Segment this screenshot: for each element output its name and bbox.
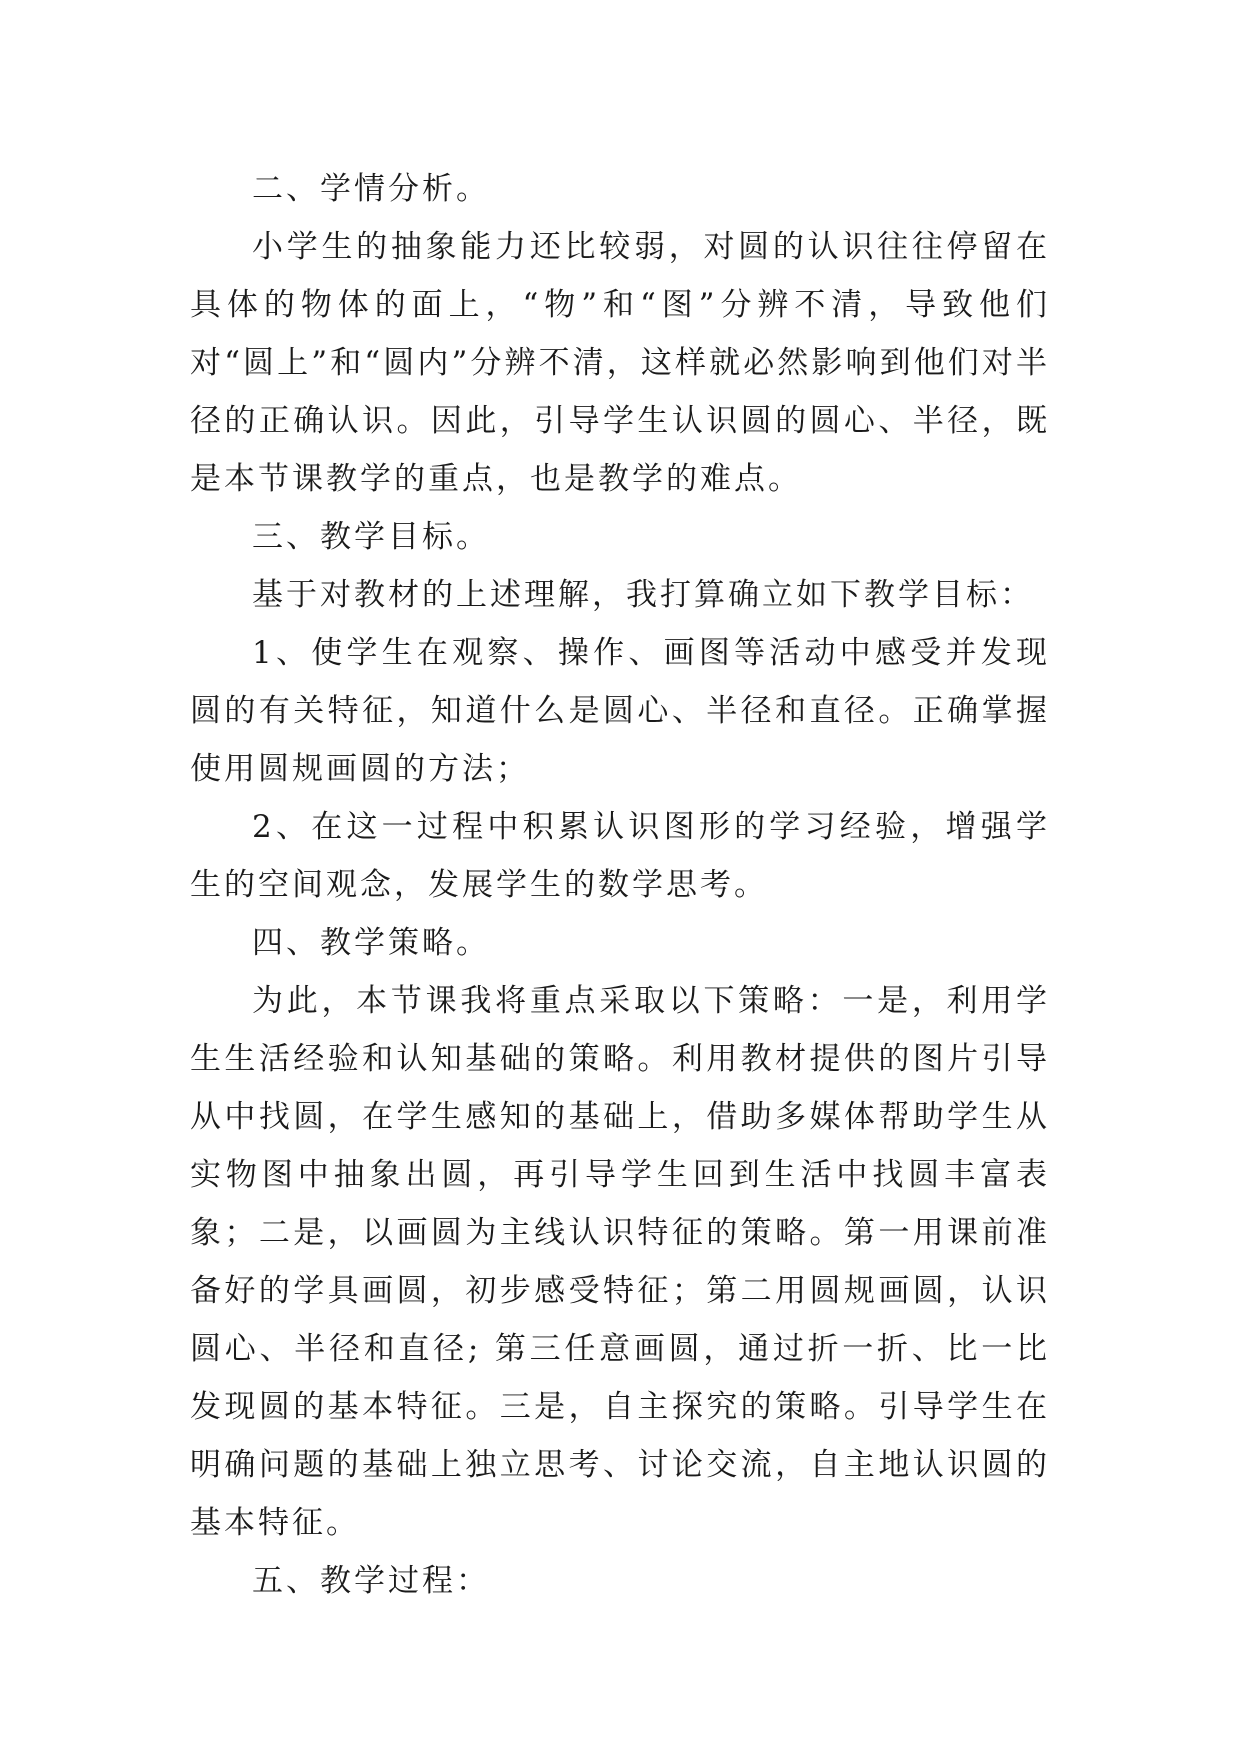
paragraph-goal-1: 1、使学生在观察、操作、画图等活动中感受并发现圆的有关特征，知道什么是圆心、半径和直径。正确掌握使用圆规画圆的方法； <box>190 635 1050 787</box>
section-heading-teaching-goals: 三、教学目标。 <box>252 519 490 555</box>
section-heading-learner-analysis: 二、学情分析。 <box>252 171 490 207</box>
paragraph-teaching-strategy: 为此，本节课我将重点采取以下策略：一是，利用学生生活经验和认知基础的策略。利用教材提供的图片引导从中找圆，在学生感知的基础上，借助多媒体帮助学生从实物图中抽象出圆，再引导学生回到生活中找圆丰富表象；二是，以画圆为主线认识特征的策略。第一用课前准备好的学具画圆，初步感受特征；第二用圆规画圆，认识圆心、半径和直径; 第三任意画圆，通过折一折、比一比发现圆的基本特征。三是，自主探究的策略。引导学生在明确问题的基础上独立思考、讨论交流，自主地认识圆的基本特征。 <box>190 983 1050 1541</box>
paragraph-goals-intro: 基于对教材的上述理解，我打算确立如下教学目标： <box>252 577 1034 613</box>
section-heading-teaching-process: 五、教学过程： <box>252 1563 490 1599</box>
paragraph-goal-2: 2、在这一过程中积累认识图形的学习经验，增强学生的空间观念，发展学生的数学思考。 <box>190 809 1050 903</box>
document-body <box>190 160 1050 1610</box>
paragraph-learner-analysis: 小学生的抽象能力还比较弱，对圆的认识往往停留在具体的物体的面上，“物”和“图”分辨不清，导致他们对“圆上”和“圆内”分辨不清，这样就必然影响到他们对半径的正确认识。因此，引导学生认识圆的圆心、半径，既是本节课教学的重点，也是教学的难点。 <box>190 229 1050 497</box>
section-heading-teaching-strategy: 四、教学策略。 <box>252 925 490 961</box>
